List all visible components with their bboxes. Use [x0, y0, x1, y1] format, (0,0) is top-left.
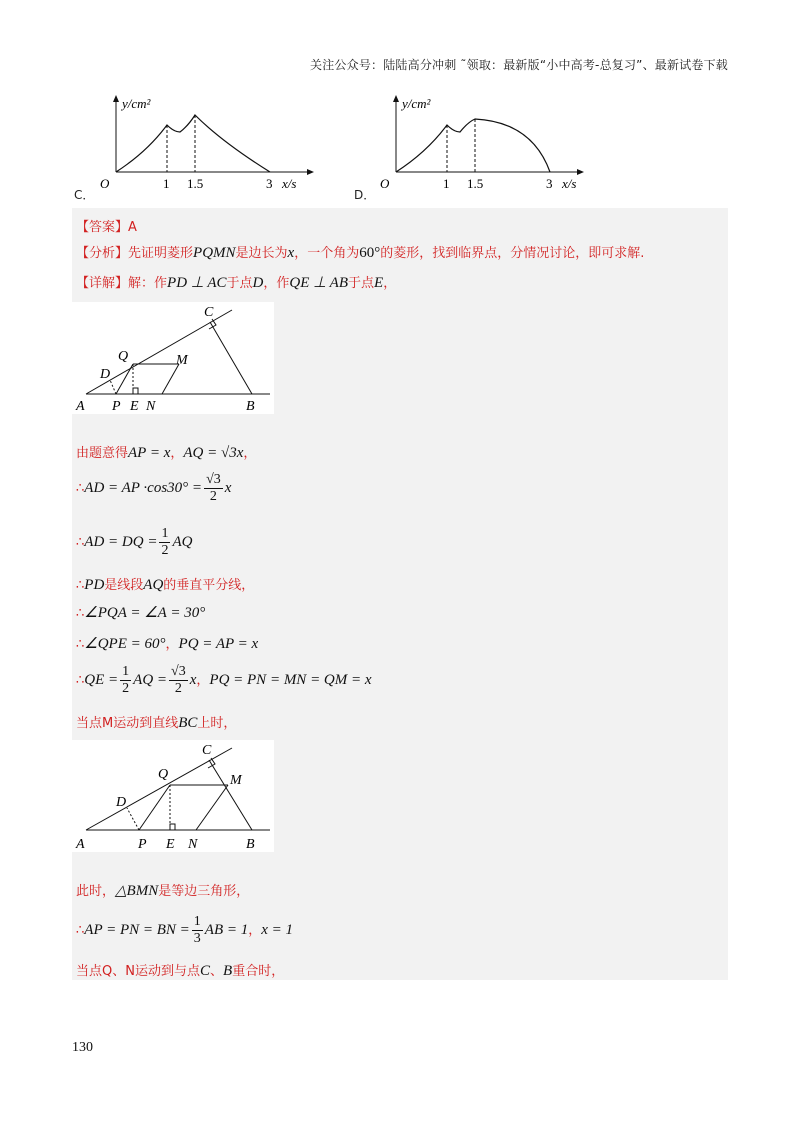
- math: QE =: [84, 672, 119, 688]
- derivation-line-10: [76, 914, 293, 947]
- math: C: [200, 963, 211, 979]
- geometry-figure-1: [72, 302, 274, 414]
- option-d-tick: 3: [546, 176, 553, 191]
- analysis-text: 先证明菱形: [128, 246, 194, 261]
- math: AQ: [143, 577, 164, 593]
- fraction: $\frac{1}{2}$: [161, 526, 169, 558]
- math: AQ: [172, 534, 193, 550]
- fig1-label-M: M: [176, 353, 188, 368]
- math: PQ = AP = x: [178, 636, 259, 652]
- text: ，: [196, 673, 210, 688]
- analysis-text: 是边长为: [235, 246, 288, 261]
- therefore-symbol: ∴: [76, 923, 85, 938]
- fig2-label-P: P: [138, 837, 147, 852]
- derivation-line-7: [76, 664, 372, 697]
- detail-math: QE ⊥ AB: [289, 275, 348, 291]
- fig2-label-E: E: [166, 837, 175, 852]
- text: ，: [170, 446, 184, 461]
- analysis-math: 60°: [359, 245, 381, 261]
- therefore-symbol: ∴: [76, 673, 85, 688]
- math: △BMN: [115, 883, 159, 899]
- text: 、: [112, 964, 126, 979]
- option-d-graph: [372, 92, 602, 192]
- derivation-line-3: [76, 526, 192, 559]
- detail-text: 于点: [226, 276, 253, 291]
- derivation-line-8: [76, 712, 236, 732]
- math: N: [125, 964, 135, 979]
- fig2-label-D: D: [116, 795, 127, 810]
- math: B: [223, 963, 233, 979]
- math: ∠QPE = 60°: [84, 636, 166, 652]
- math: PD: [84, 577, 105, 593]
- therefore-symbol: ∴: [76, 535, 85, 550]
- fig1-label-C: C: [204, 305, 214, 320]
- analysis-tag: 【分析】: [76, 246, 129, 261]
- detail-line: [76, 272, 396, 292]
- answer-value: A: [128, 220, 137, 235]
- fig1-label-Q: Q: [118, 349, 129, 364]
- text: 重合时，: [232, 964, 285, 979]
- text: 、: [210, 964, 224, 979]
- option-c-label: C．: [74, 188, 95, 202]
- option-d-y-label: y/cm²: [402, 96, 431, 111]
- text: 是线段: [104, 578, 144, 593]
- fig1-label-B: B: [246, 399, 255, 414]
- fig1-label-D: D: [100, 367, 111, 382]
- detail-text: ，作: [263, 276, 290, 291]
- math: AD = AP ·cos30° =: [84, 480, 203, 496]
- text: 当点: [76, 964, 103, 979]
- fig2-label-Q: Q: [158, 767, 169, 782]
- geometry-figure-2: [72, 740, 274, 852]
- math: AP = x: [128, 445, 171, 461]
- text: 当点: [76, 716, 103, 731]
- fig1-label-P: P: [112, 399, 121, 414]
- derivation-line-4: [76, 574, 254, 594]
- detail-math: E: [374, 275, 384, 291]
- text: 是等边三角形，: [158, 884, 250, 899]
- math: AD = DQ =: [84, 534, 158, 550]
- fig1-label-N: N: [146, 399, 156, 414]
- math: x: [224, 480, 232, 496]
- detail-text: 解：作: [128, 276, 168, 291]
- math: x = 1: [261, 922, 294, 938]
- text: 由题意得: [76, 446, 129, 461]
- answer-line: [76, 216, 137, 235]
- detail-math: PD ⊥ AC: [167, 275, 227, 291]
- fraction: $\frac{1}{2}$: [122, 664, 130, 696]
- option-d-tick: 1.5: [467, 176, 484, 191]
- math: M: [102, 716, 114, 731]
- detail-text: ，: [383, 276, 397, 291]
- math: AQ = √3x: [183, 445, 244, 461]
- option-d-tick: 1: [443, 176, 450, 191]
- therefore-symbol: ∴: [76, 578, 85, 593]
- derivation-line-6: [76, 633, 258, 653]
- fig1-label-E: E: [130, 399, 139, 414]
- analysis-line: [76, 242, 644, 262]
- therefore-symbol: ∴: [76, 637, 85, 652]
- math: x: [189, 672, 197, 688]
- detail-text: 于点: [348, 276, 375, 291]
- text: ，: [243, 446, 257, 461]
- math: BC: [178, 715, 198, 731]
- text: ，: [165, 637, 179, 652]
- fig2-label-C: C: [202, 743, 212, 758]
- fraction: $\frac{√3}{2}$: [206, 472, 221, 504]
- fraction: $\frac{1}{3}$: [193, 914, 201, 946]
- math: AQ =: [133, 672, 168, 688]
- math: PQ = PN = MN = QM = x: [209, 672, 372, 688]
- math: ∠PQA = ∠A = 30°: [84, 605, 206, 621]
- option-c-y-label: y/cm²: [122, 96, 151, 111]
- fig2-label-M: M: [230, 773, 242, 788]
- fig1-label-A: A: [76, 399, 85, 414]
- option-d-x-label: x/s: [562, 176, 577, 191]
- text: 的垂直平分线，: [163, 578, 255, 593]
- fig2-label-N: N: [188, 837, 198, 852]
- analysis-math: x: [287, 245, 295, 261]
- analysis-math: PQMN: [193, 245, 236, 261]
- option-c-tick: 3: [266, 176, 273, 191]
- text: 运动到直线: [113, 716, 179, 731]
- text: 运动到与点: [135, 964, 201, 979]
- therefore-symbol: ∴: [76, 481, 85, 496]
- text: ，: [248, 923, 262, 938]
- option-d-origin: O: [380, 176, 390, 191]
- detail-tag: 【详解】: [76, 276, 129, 291]
- option-c-tick: 1: [163, 176, 170, 191]
- option-c-x-label: x/s: [282, 176, 297, 191]
- derivation-line-9: [76, 880, 249, 900]
- detail-math: D: [252, 275, 264, 291]
- math: AB = 1: [204, 922, 249, 938]
- fraction: $\frac{√3}{2}$: [171, 664, 186, 696]
- analysis-text: 的菱形，找到临界点，分情况讨论，即可求解.: [380, 246, 645, 261]
- derivation-line-5: [76, 603, 205, 622]
- derivation-line-2: [76, 472, 231, 505]
- derivation-line-11: [76, 960, 284, 980]
- text: 此时，: [76, 884, 116, 899]
- analysis-text: ，一个角为: [294, 246, 360, 261]
- fig2-label-B: B: [246, 837, 255, 852]
- derivation-line-1: [76, 442, 256, 462]
- option-c-origin: O: [100, 176, 110, 191]
- option-d-label: D．: [354, 188, 376, 202]
- fig2-label-A: A: [76, 837, 85, 852]
- option-c-graph: [92, 92, 322, 192]
- option-c-tick: 1.5: [187, 176, 204, 191]
- text: 上时，: [197, 716, 237, 731]
- answer-tag: 【答案】: [76, 220, 129, 235]
- math: AP = PN = BN =: [84, 922, 190, 938]
- math: Q: [102, 964, 113, 979]
- page-header: 关注公众号：陆陆高分冲刺 ˜领取：最新版“小中高考-总复习”、最新试卷下载: [310, 58, 728, 72]
- page-number: 130: [72, 1040, 93, 1055]
- therefore-symbol: ∴: [76, 606, 85, 621]
